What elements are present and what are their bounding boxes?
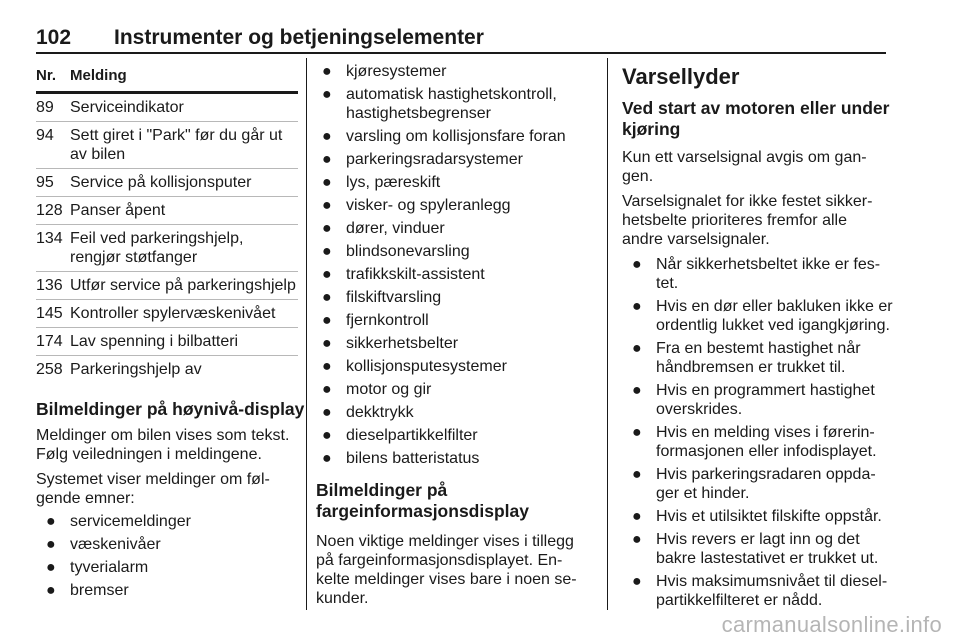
table-row	[36, 94, 298, 122]
list-item: ● tyverialarm	[46, 559, 149, 576]
bullet-list	[36, 512, 298, 600]
list-item: ● Hvis maksimumsnivået til diesel- partikkelfilteret er nådd.	[632, 573, 888, 609]
paragraph: Kun ett varselsignal avgis om gan- gen.	[622, 149, 867, 185]
column-divider	[306, 58, 307, 610]
bullet-icon: ●	[632, 340, 642, 357]
list-item: ● servicemeldinger	[46, 513, 191, 530]
bullet-icon: ●	[632, 466, 642, 483]
column-middle	[316, 62, 592, 608]
list-item: ● fjernkontroll	[322, 312, 429, 329]
list-item: ● parkeringsradarsystemer	[322, 151, 523, 168]
list-item: ● bilens batteristatus	[322, 450, 480, 467]
bullet-icon: ●	[46, 582, 56, 599]
table-row	[36, 122, 298, 169]
table-row	[36, 272, 298, 300]
paragraph: Meldinger om bilen vises som tekst. Følg veiledningen i meldingene.	[36, 427, 290, 463]
section-subheading: Ved start av motoren eller under kjøring	[622, 98, 890, 139]
section-heading-color-display: Bilmeldinger på fargeinformasjonsdisplay	[316, 480, 529, 521]
bullet-icon: ●	[632, 382, 642, 399]
bullet-icon: ●	[322, 427, 332, 444]
list-item: ● automatisk hastighetskontroll, hastighetsbegrenser	[322, 86, 557, 122]
list-item: ● bremser	[46, 582, 129, 599]
message-text: Utfør service på parkeringshjelp	[70, 277, 296, 294]
section-title-warning-sounds: Varsellyder	[622, 64, 740, 89]
list-item: ● Hvis revers er lagt inn og det bakre lastestativet er trukket ut.	[632, 531, 879, 567]
message-text: Sett giret i "Park" før du går ut av bilen	[70, 127, 283, 163]
message-number: 134	[36, 230, 63, 247]
bullet-icon: ●	[322, 404, 332, 421]
bullet-icon: ●	[322, 335, 332, 352]
bullet-icon: ●	[46, 513, 56, 530]
list-item: ● Hvis parkeringsradaren oppda- ger et hinder.	[632, 466, 876, 502]
bullet-list	[622, 255, 893, 610]
message-text: Service på kollisjonsputer	[70, 174, 252, 191]
bullet-icon: ●	[322, 63, 332, 80]
bullet-icon: ●	[322, 243, 332, 260]
bullet-icon: ●	[322, 266, 332, 283]
list-item: ● Når sikkerhetsbeltet ikke er fes- tet.	[632, 256, 881, 292]
message-text: Kontroller spylervæskenivået	[70, 305, 276, 322]
list-item: ● Hvis en dør eller bakluken ikke er ordentlig lukket ved igangkjøring.	[632, 298, 893, 334]
bullet-icon: ●	[322, 128, 332, 145]
message-number: 174	[36, 333, 63, 350]
message-number: 89	[36, 99, 54, 116]
list-item: ● dieselpartikkelfilter	[322, 427, 478, 444]
section-heading-high-display: Bilmeldinger på høynivå-display	[36, 399, 305, 419]
column-divider	[607, 58, 608, 610]
bullet-icon: ●	[632, 424, 642, 441]
bullet-icon: ●	[322, 312, 332, 329]
page-number: 102	[36, 26, 72, 49]
table-header	[36, 62, 298, 94]
table-row	[36, 356, 298, 383]
message-text: Panser åpent	[70, 202, 166, 219]
bullet-icon: ●	[322, 220, 332, 237]
column-right	[622, 62, 893, 614]
paragraph: Noen viktige meldinger vises i tillegg på fargeinformasjonsdisplayet. En- kelte meldinger vises bare i noen se- kunder.	[316, 533, 577, 607]
list-item: ● motor og gir	[322, 381, 432, 398]
list-item: ● trafikkskilt-assistent	[322, 266, 485, 283]
column-left	[36, 62, 305, 604]
bullet-icon: ●	[322, 86, 332, 103]
list-item: ● Fra en bestemt hastighet når håndbremsen er trukket til.	[632, 340, 861, 376]
list-item: ● sikkerhetsbelter	[322, 335, 459, 352]
message-text: Feil ved parkeringshjelp, rengjør støtfanger	[70, 230, 244, 266]
message-number: 94	[36, 127, 54, 144]
bullet-icon: ●	[322, 358, 332, 375]
bullet-icon: ●	[632, 573, 642, 590]
watermark: carmanualsonline.info	[721, 612, 942, 637]
list-item: ● varsling om kollisjonsfare foran	[322, 128, 566, 145]
table-row	[36, 169, 298, 197]
table-header-message: Melding	[70, 67, 127, 84]
message-number: 258	[36, 361, 63, 378]
page-header	[36, 22, 886, 54]
bullet-icon: ●	[632, 531, 642, 548]
bullet-icon: ●	[322, 450, 332, 467]
message-text: Lav spenning i bilbatteri	[70, 333, 239, 350]
message-text: Parkeringshjelp av	[70, 361, 202, 378]
bullet-icon: ●	[46, 559, 56, 576]
list-item: ● dører, vinduer	[322, 220, 445, 237]
bullet-icon: ●	[632, 298, 642, 315]
bullet-icon: ●	[322, 381, 332, 398]
bullet-icon: ●	[632, 508, 642, 525]
bullet-icon: ●	[632, 256, 642, 273]
message-text: Serviceindikator	[70, 99, 184, 116]
message-number: 136	[36, 277, 63, 294]
table-header-nr: Nr.	[36, 67, 57, 84]
table-row	[36, 197, 298, 225]
list-item: ● Hvis en programmert hastighet overskrides.	[632, 382, 875, 418]
message-number: 128	[36, 202, 63, 219]
list-item: ● væskenivåer	[46, 536, 161, 553]
table-row	[36, 225, 298, 272]
page-title: Instrumenter og betjeningselementer	[114, 26, 484, 49]
paragraph: Systemet viser meldinger om føl- gende emner:	[36, 471, 270, 507]
table-row	[36, 300, 298, 328]
bullet-icon: ●	[322, 174, 332, 191]
bullet-icon: ●	[322, 197, 332, 214]
list-item: ● dekktrykk	[322, 404, 414, 421]
list-item: ● lys, pæreskift	[322, 174, 441, 191]
list-item: ● Hvis et utilsiktet filskifte oppstår.	[632, 508, 882, 525]
bullet-icon: ●	[46, 536, 56, 553]
list-item: ● kjøresystemer	[322, 63, 447, 80]
list-item: ● filskiftvarsling	[322, 289, 442, 306]
list-item: ● visker- og spyleranlegg	[322, 197, 511, 214]
bullet-icon: ●	[322, 151, 332, 168]
list-item: ● Hvis en melding vises i førerin- formasjonen eller infodisplayet.	[632, 424, 877, 460]
message-number: 145	[36, 305, 63, 322]
message-table	[36, 94, 298, 383]
bullet-list	[316, 62, 592, 468]
paragraph: Varselsignalet for ikke festet sikker- hetsbelte prioriteres fremfor alle andre varselsignaler.	[622, 193, 873, 248]
list-item: ● kollisjonsputesystemer	[322, 358, 507, 375]
table-row	[36, 328, 298, 356]
message-number: 95	[36, 174, 54, 191]
bullet-icon: ●	[322, 289, 332, 306]
list-item: ● blindsonevarsling	[322, 243, 470, 260]
